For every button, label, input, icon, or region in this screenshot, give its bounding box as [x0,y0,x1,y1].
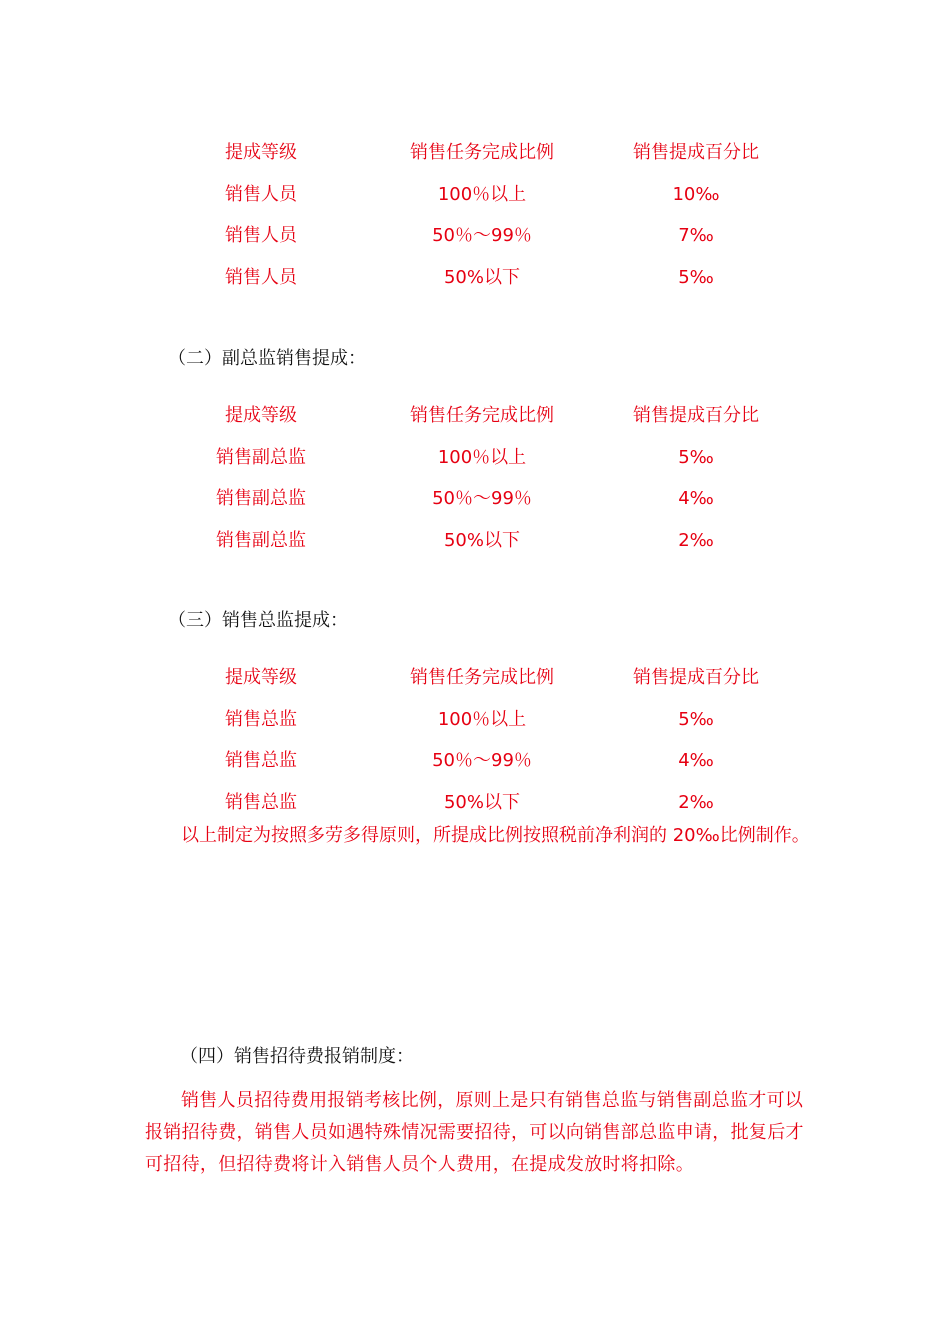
cell-percentage: 5‰ [678,446,714,468]
table-row [145,740,805,782]
table-row [145,699,805,741]
table-row [145,215,805,257]
section-heading-deputy-director: （二）副总监销售提成： [168,348,366,369]
header-percentage: 销售提成百分比 [633,405,759,426]
cell-percentage: 2‰ [678,791,714,813]
table-row [145,520,805,562]
commission-table-sales-director [145,657,805,823]
header-completion: 销售任务完成比例 [410,405,554,426]
table-row [145,174,805,216]
cell-percentage: 7‰ [678,225,714,246]
header-completion: 销售任务完成比例 [410,667,554,688]
cell-level: 销售副总监 [216,446,306,468]
cell-level: 销售副总监 [216,488,306,509]
commission-note-paragraph: 以上制定为按照多劳多得原则，所提成比例按照税前净利润的 20‰比例制作。 [181,825,810,846]
table-row [145,257,805,299]
cell-completion: 100％以上 [437,708,527,730]
table-header-row [145,657,805,699]
cell-level: 销售人员 [225,266,297,288]
cell-completion: 50%以下 [443,791,520,813]
cell-completion: 100％以上 [437,446,527,468]
cell-percentage: 4‰ [678,750,714,771]
header-percentage: 销售提成百分比 [633,142,759,163]
cell-percentage: 2‰ [678,529,714,551]
cell-level: 销售副总监 [216,529,306,551]
table-row [145,437,805,479]
header-percentage: 销售提成百分比 [633,667,759,688]
entertainment-policy-paragraph: 销售人员招待费用报销考核比例，原则上是只有销售总监与销售副总监才可以报销招待费，销售人员如遇特殊情况需要招待，可以向销售部总监申请，批复后才可招待，但招待费将计入销售人员个人费用，在提成发放时将扣除。 [145,1090,804,1175]
header-level: 提成等级 [225,142,297,163]
cell-percentage: 5‰ [678,708,714,730]
cell-completion: 50%以下 [443,529,520,551]
header-completion: 销售任务完成比例 [410,142,554,163]
header-level: 提成等级 [225,405,297,426]
table-row [145,478,805,520]
cell-completion: 50%以下 [443,266,520,288]
header-level: 提成等级 [225,667,297,688]
commission-table-deputy-director [145,395,805,561]
section-heading-sales-director: （三）销售总监提成： [168,610,348,631]
cell-completion: 50％～99％ [432,488,532,509]
cell-percentage: 4‰ [678,488,714,509]
table-row [145,782,805,824]
cell-percentage: 5‰ [678,266,714,288]
table-header-row [145,395,805,437]
cell-completion: 50％～99％ [432,750,532,771]
cell-level: 销售人员 [225,225,297,246]
table-header-row [145,132,805,174]
cell-percentage: 10‰ [672,183,720,205]
cell-completion: 100％以上 [437,183,527,205]
cell-level: 销售总监 [225,791,297,813]
commission-table-sales-staff [145,132,805,298]
cell-level: 销售总监 [225,708,297,730]
cell-completion: 50％～99％ [432,225,532,246]
cell-level: 销售人员 [225,183,297,205]
section-heading-entertainment-policy: （四）销售招待费报销制度： [180,1046,414,1067]
cell-level: 销售总监 [225,750,297,771]
